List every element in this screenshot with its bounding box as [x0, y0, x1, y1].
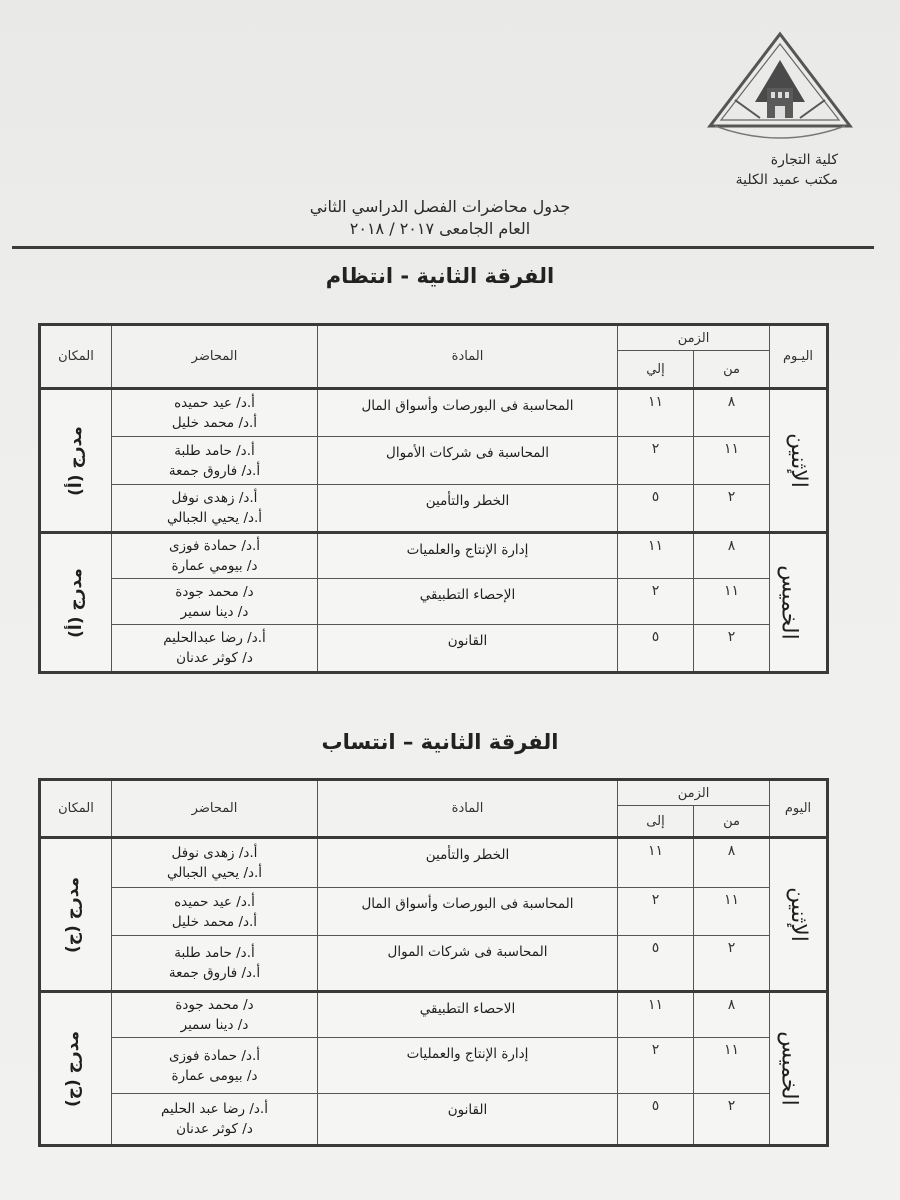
header-divider	[12, 246, 874, 249]
faculty-name: كلية التجارة	[770, 152, 838, 168]
time-from: ١١	[694, 579, 770, 625]
subject-cell: المحاسبة فى شركات الأموال	[318, 437, 618, 485]
col-header-lecturer: المحاضر	[112, 325, 318, 389]
time-to: ٥	[618, 625, 694, 673]
day-cell: الخميس	[770, 992, 828, 1146]
lecturer-cell: أ.د/ حمادة فوزى د/ بيومى عمارة	[112, 1038, 318, 1094]
office-name: مكتب عميد الكلية	[735, 172, 838, 188]
day-cell: الإثنين	[770, 389, 828, 533]
col-header-from: من	[694, 806, 770, 838]
table-row	[40, 437, 828, 485]
time-to: ١١	[618, 992, 694, 1038]
table-row	[40, 936, 828, 992]
time-to: ١١	[618, 838, 694, 888]
table-row	[40, 579, 828, 625]
time-to: ٢	[618, 579, 694, 625]
section-title-regular: الفرقة الثانية - انتظام	[325, 264, 555, 288]
section-title-affiliation: الفرقة الثانية – انتساب	[321, 730, 559, 754]
col-header-to: إلي	[618, 351, 694, 389]
col-header-time: الزمن	[618, 325, 770, 351]
subject-cell: الخطر والتأمين	[318, 485, 618, 533]
header-block	[736, 150, 838, 190]
col-header-place: المكان	[40, 325, 112, 389]
day-cell: الخميس	[770, 533, 828, 673]
col-header-from: من	[694, 351, 770, 389]
time-to: ٥	[618, 485, 694, 533]
subject-cell: القانون	[318, 625, 618, 673]
time-from: ٢	[694, 936, 770, 992]
time-from: ١١	[694, 1038, 770, 1094]
lecturer-cell: أ.د/ زهدى نوفل أ.د/ يحيي الجبالي	[112, 838, 318, 888]
subject-cell: الاحصاء التطبيقي	[318, 992, 618, 1038]
time-from: ٢	[694, 1094, 770, 1146]
schedule-table-regular	[38, 323, 829, 674]
table-row	[40, 1038, 828, 1094]
subject-cell: إدارة الإنتاج والعمليات	[318, 1038, 618, 1094]
time-from: ١١	[694, 888, 770, 936]
lecturer-cell: أ.د/ رضا عبدالحليم د/ كوثر عدنان	[112, 625, 318, 673]
time-from: ٨	[694, 389, 770, 437]
time-from: ٨	[694, 838, 770, 888]
table-row	[40, 389, 828, 437]
place-cell: مدرج (ج)	[40, 992, 112, 1146]
time-to: ١١	[618, 389, 694, 437]
time-to: ٥	[618, 936, 694, 992]
subject-cell: الإحصاء التطبيقي	[318, 579, 618, 625]
time-to: ٢	[618, 888, 694, 936]
subject-cell: الخطر والتأمين	[318, 838, 618, 888]
time-to: ١١	[618, 533, 694, 579]
lecturer-cell: أ.د/ زهدى نوفل أ.د/ يحيي الجبالي	[112, 485, 318, 533]
col-header-lecturer: المحاضر	[112, 780, 318, 838]
lecturer-cell: أ.د/ رضا عبد الحليم د/ كوثر عدنان	[112, 1094, 318, 1146]
lecturer-cell: أ.د/ عيد حميده أ.د/ محمد خليل	[112, 888, 318, 936]
lecturer-cell: أ.د/ حامد طلبة أ.د/ فاروق جمعة	[112, 437, 318, 485]
col-header-time: الزمن	[618, 780, 770, 806]
time-from: ٨	[694, 533, 770, 579]
lecturer-cell: أ.د/ حامد طلبة أ.د/ فاروق جمعة	[112, 936, 318, 992]
lecturer-cell: أ.د/ عيد حميده أ.د/ محمد خليل	[112, 389, 318, 437]
subject-cell: المحاسبة فى شركات الموال	[318, 936, 618, 992]
time-to: ٢	[618, 1038, 694, 1094]
time-to: ٥	[618, 1094, 694, 1146]
document-title: جدول محاضرات الفصل الدراسي الثاني	[309, 197, 571, 216]
place-cell: مدرج (أ)	[40, 389, 112, 533]
subject-cell: القانون	[318, 1094, 618, 1146]
time-from: ٢	[694, 485, 770, 533]
col-header-subject: المادة	[318, 325, 618, 389]
table-row	[40, 625, 828, 673]
table-row	[40, 533, 828, 579]
col-header-day: اليـوم	[770, 325, 828, 389]
place-cell: مدرج (ج)	[40, 838, 112, 992]
subject-cell: المحاسبة فى البورصات وأسواق المال	[318, 888, 618, 936]
table-row	[40, 1094, 828, 1146]
lecturer-cell: د/ محمد جودة د/ دينا سمير	[112, 579, 318, 625]
time-from: ١١	[694, 437, 770, 485]
col-header-subject: المادة	[318, 780, 618, 838]
col-header-to: إلى	[618, 806, 694, 838]
time-from: ٨	[694, 992, 770, 1038]
subject-cell: إدارة الإنتاج والعلميات	[318, 533, 618, 579]
table-row	[40, 888, 828, 936]
table-row	[40, 838, 828, 888]
col-header-place: المكان	[40, 780, 112, 838]
schedule-table-affiliation	[38, 778, 829, 1147]
table-row	[40, 992, 828, 1038]
table-row	[40, 485, 828, 533]
place-cell: مدرج (أ)	[40, 533, 112, 673]
col-header-day: اليوم	[770, 780, 828, 838]
time-to: ٢	[618, 437, 694, 485]
day-cell: الإثنين	[770, 838, 828, 992]
academic-year: العام الجامعى ٢٠١٧ / ٢٠١٨	[349, 219, 531, 238]
lecturer-cell: أ.د/ حمادة فوزى د/ بيومي عمارة	[112, 533, 318, 579]
subject-cell: المحاسبة فى البورصات وأسواق المال	[318, 389, 618, 437]
lecturer-cell: د/ محمد جودة د/ دينا سمير	[112, 992, 318, 1038]
time-from: ٢	[694, 625, 770, 673]
university-logo-icon	[705, 30, 855, 140]
